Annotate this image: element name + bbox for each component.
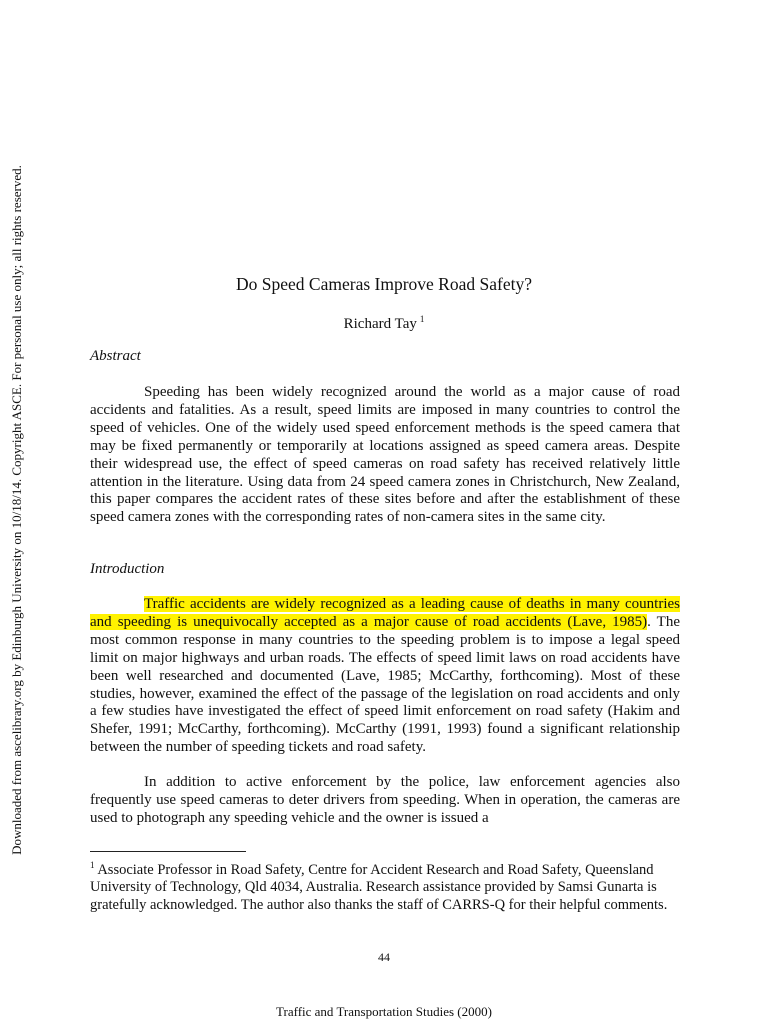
author-line <box>0 314 768 333</box>
abstract-text: Speeding has been widely recognized around the world as a major cause of road accidents and fatalities. As a result, speed limits are imposed in many countries to control the speed of vehicles. One of the widely used speed enforcement methods is the speed camera that may be fixed permanently or temporarily at locations assigned as speed camera areas. Despite their widespread use, the effect of speed cameras on road safety has received relatively little attention in the literature. Using data from 24 speed camera zones in Christchurch, New Zealand, this paper compares the accident rates of these sites before and after the establishment of these speed camera zones with the corresponding rates of non-camera sites in the same city. <box>90 384 680 526</box>
introduction-paragraph-2 <box>90 774 680 828</box>
download-notice-text: Downloaded from ascelibrary.org by Edinburgh University on 10/18/14. Copyright ASCE. For personal use only; all rights reserved. <box>9 165 24 855</box>
introduction-heading: Introduction <box>90 561 165 577</box>
abstract-paragraph <box>90 384 680 527</box>
introduction-text-2: In addition to active enforcement by the police, law enforcement agencies also frequently use speed cameras to deter drivers from speeding. When in operation, the cameras are used to photograph any speeding vehicle and the owner is issued a <box>90 774 680 826</box>
highlighted-sentence: Traffic accidents are widely recognized as a leading cause of deaths in many countries and speeding is unequivocally accepted as a major cause of road accidents (Lave, 1985) <box>90 596 680 630</box>
author-footnote-mark: 1 <box>419 314 425 324</box>
running-footer: Traffic and Transportation Studies (2000) <box>276 1004 492 1019</box>
download-notice-sidebar <box>2 150 32 870</box>
footnote <box>90 857 680 914</box>
introduction-paragraph-1 <box>90 596 680 757</box>
footnote-divider <box>90 851 246 852</box>
introduction-text-1: . The most common response in many countries to the speeding problem is to impose a legal speed limit on major highways and urban roads. The effects of speed limit laws on road accidents have been well researched and documented (Lave, 1985; McCarthy, forthcoming). Most of these studies, however, examined the effect of the passage of the legislation on road accidents and only a few studies have investigated the effect of speed limit enforcement on road safety (Hakim and Shefer, 1991; McCarthy, forthcoming). McCarthy (1991, 1993) found a significant relationship between the number of speeding tickets and road safety. <box>90 613 680 756</box>
paper-title: Do Speed Cameras Improve Road Safety? <box>236 274 532 294</box>
abstract-heading: Abstract <box>90 348 141 364</box>
page-number: 44 <box>378 950 390 964</box>
footnote-text: Associate Professor in Road Safety, Centre for Accident Research and Road Safety, Queensland University of Technology, Qld 4034, Australia. Research assistance provided by Samsi Gunarta is gratefully acknowledged. The author also thanks the staff of CARRS-Q for their helpful comments. <box>90 861 668 913</box>
author-name: Richard Tay <box>343 316 417 332</box>
footnote-mark: 1 <box>90 860 95 870</box>
